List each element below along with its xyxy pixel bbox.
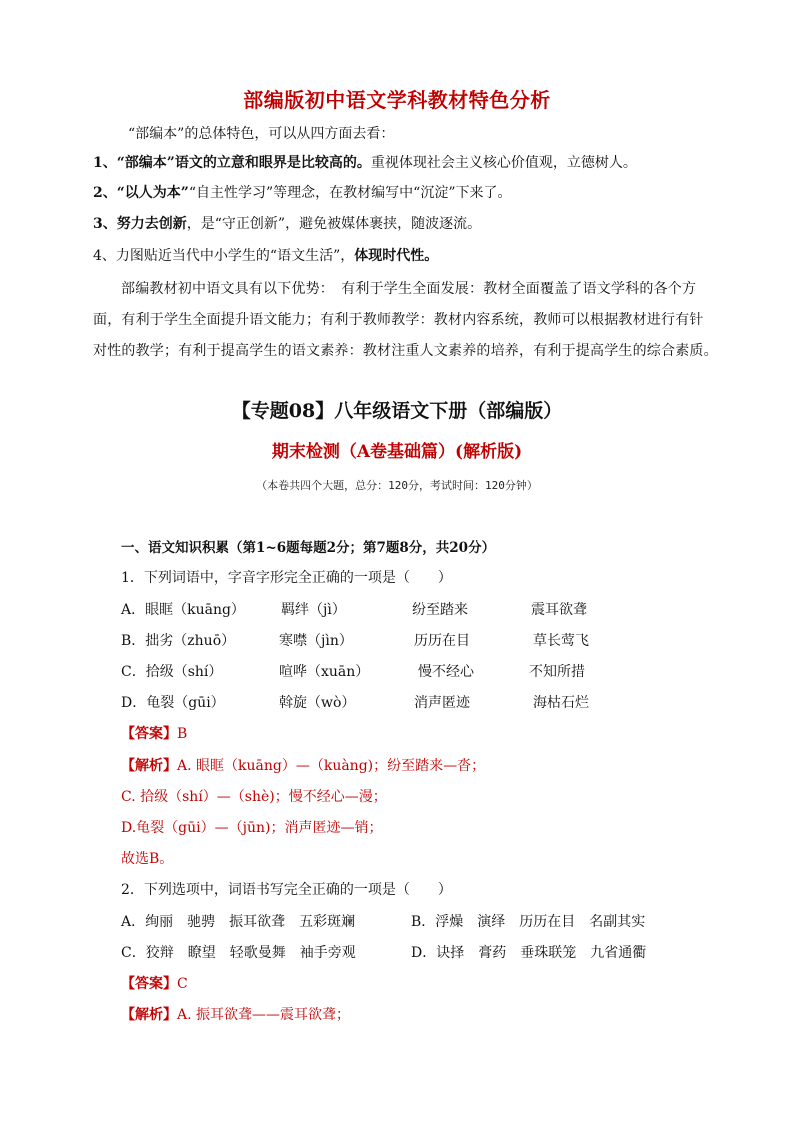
analysis-label: 【解析】: [121, 758, 177, 774]
option-cell: B．拙劣（zhuō）: [121, 633, 236, 649]
exam-note: （本卷共四个大题，总分：120分，考试时间：120分钟）: [256, 479, 538, 492]
question-2-stem: 2．下列选项中，词语书写完全正确的一项是（ ）: [121, 882, 452, 898]
option-cell: 斡旋（wò）: [279, 695, 356, 711]
analysis-text: A. 振耳欲聋——震耳欲聋；: [177, 1007, 351, 1023]
question-2-analysis-line-1: [121, 1005, 350, 1025]
intro-point-2-bold: 2、“以人为本”: [93, 185, 189, 201]
question-1-analysis-line-3: D.龟裂（gūi）—（jūn)；消声匿迹—销；: [121, 820, 383, 836]
answer-value: B: [177, 726, 188, 742]
option-cell: 纷至踏来: [412, 602, 468, 618]
option-cell: D．龟裂（gūi）: [121, 695, 225, 711]
option-cell: 慢不经心: [418, 664, 474, 680]
intro-point-4: [93, 246, 438, 266]
page-title: 部编版初中语文学科教材特色分析: [243, 88, 551, 112]
answer-value: C: [177, 976, 188, 992]
option-cell: 草长莺飞: [533, 633, 589, 649]
question-2-answer: [121, 974, 188, 994]
answer-label: 【答案】: [121, 726, 177, 742]
option-cell: D．诀择 膏药 垂珠联笼 九省通衢: [411, 945, 647, 961]
question-1-answer: [121, 724, 187, 744]
question-1-analysis-line-1: [121, 756, 485, 776]
intro-point-1: [93, 153, 637, 173]
question-1-conclusion: 故选B。: [121, 851, 174, 867]
intro-point-1-bold: 1、“部编本”语文的立意和眼界是比较高的。: [93, 155, 371, 171]
option-cell: C．拾级（shí）: [121, 664, 223, 680]
option-cell: 不知所措: [529, 664, 585, 680]
advantages-line-1: 部编教材初中语文具有以下优势： 有利于学生全面发展：教材全面覆盖了语文学科的各个方: [121, 281, 697, 297]
option-cell: 历历在目: [414, 633, 470, 649]
intro-point-4-rest: 4、力图贴近当代中小学生的“语文生活”，: [93, 248, 355, 264]
option-cell: 震耳欲聋: [531, 602, 587, 618]
advantages-line-3: 对性的教学；有利于提高学生的语文素养：教材注重人文素养的培养，有利于提高学生的综合素质。: [93, 343, 718, 359]
question-1-stem: 1．下列词语中，字音字形完全正确的一项是（ ）: [121, 570, 452, 586]
intro-point-2: [93, 183, 512, 203]
intro-point-3: [93, 214, 481, 234]
option-cell: 消声匿迹: [414, 695, 470, 711]
exam-title: 【专题08】八年级语文下册（部编版）: [231, 400, 563, 422]
option-cell: A．绚丽 驰骋 振耳欲聋 五彩斑斓: [121, 914, 356, 930]
intro-lead: “部编本”的总体特色，可以从四方面去看：: [128, 126, 395, 142]
intro-point-3-bold: 3、努力去创新: [93, 216, 187, 232]
intro-point-4-bold: 体现时代性。: [354, 248, 439, 264]
option-cell: B．浮燥 演绎 历历在目 名副其实: [411, 914, 646, 930]
answer-label: 【答案】: [121, 976, 177, 992]
intro-point-1-rest: 重视体现社会主义核心价值观，立德树人。: [370, 155, 637, 171]
option-cell: 海枯石烂: [533, 695, 589, 711]
option-cell: 喧哗（xuān）: [279, 664, 370, 680]
analysis-text: A. 眼眶（kuāng）—（kuàng)；纷至踏来—沓；: [177, 758, 486, 774]
option-cell: A．眼眶（kuāng）: [121, 602, 245, 618]
option-cell: 寒噤（jìn）: [279, 633, 353, 649]
intro-point-2-rest: “自主性学习”等理念，在教材编写中“沉淀”下来了。: [188, 185, 512, 201]
advantages-line-2: 面，有利于学生全面提升语文能力；有利于教师教学：教材内容系统，教师可以根据教材进行有针: [93, 312, 704, 328]
option-cell: 羁绊（jì）: [281, 602, 346, 618]
question-1-analysis-line-2: C. 拾级（shí）—（shè)；慢不经心—漫；: [121, 789, 387, 805]
exam-subtitle: 期末检测（A卷基础篇）(解析版): [271, 442, 523, 462]
option-cell: C．狡辩 瞭望 轻歌曼舞 袖手旁观: [121, 945, 356, 961]
analysis-label: 【解析】: [121, 1007, 177, 1023]
section-heading: 一、语文知识积累（第1~6题每题2分；第7题8分，共20分）: [121, 540, 496, 556]
intro-point-3-rest: ，是“守正创新”，避免被媒体裹挟，随波逐流。: [186, 216, 482, 232]
